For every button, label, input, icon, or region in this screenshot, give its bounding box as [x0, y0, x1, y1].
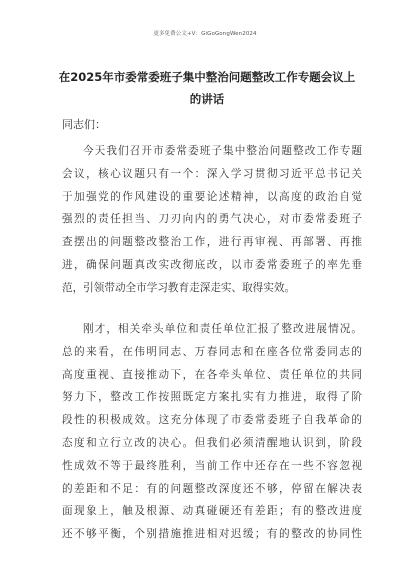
paragraph-line: 于加强党的作风建设的重要论述精神，以高度的政治自觉	[62, 190, 362, 203]
paragraph-line: 性成效不等于最终胜利，当前工作中还存在一些不容忽视	[62, 459, 362, 472]
paragraph-line: 刚才，相关牵头单位和责任单位汇报了整改进展情况。	[83, 323, 362, 335]
paragraph-line: 范，引领带动全市学习教育走深走实、取得实效。	[62, 281, 296, 294]
paragraph-line: 查摆出的问题整改整治工作，进行再审视、再部署、再推	[62, 236, 362, 249]
paragraph-line: 态度和立行立改的决心。但我们必须清醒地认识到，阶段	[62, 436, 362, 449]
paragraph-line: 高度重视、直接推动下，在各牵头单位、责任单位的共同	[62, 368, 362, 381]
paragraph-line: 面现象上，触及根源、动真碰硬还有差距；有的整改进度	[62, 505, 362, 518]
paragraph-line: 强烈的责任担当、刀刃向内的勇气决心，对市委常委班子	[62, 213, 362, 226]
paragraph-line: 努力下，整改工作按照既定方案扎实有力推进，取得了阶	[62, 391, 362, 404]
paragraph-line: 今天我们召开市委常委班子集中整治问题整改工作专题	[83, 145, 362, 157]
salutation: 同志们：	[62, 118, 106, 131]
header-note: 更多免费公文+V：GiGoGongWen2024	[153, 31, 257, 37]
paragraph-line: 总的来看，在伟明同志、万春同志和在座各位常委同志的	[62, 345, 362, 358]
title-line: 在2025年市委常委班子集中整治问题整改工作专题会议上	[58, 70, 356, 84]
paragraph-line: 进，确保问题真改实改彻底改，以市委常委班子的率先垂	[62, 258, 362, 271]
paragraph-1	[62, 140, 362, 300]
paragraph-line: 还不够平衡，个别措施推进相对迟缓；有的整改的协同性	[62, 528, 362, 541]
paragraph-line: 段性的积极成效。这充分体现了市委常委班子自我革命的	[62, 414, 362, 427]
document-title	[52, 66, 362, 110]
paragraph-line: 的差距和不足：有的问题整改深度还不够，停留在解决表	[62, 482, 362, 495]
paragraph-2	[62, 318, 362, 546]
title-line: 的讲话	[189, 92, 225, 106]
paragraph-line: 会议，核心议题只有一个：深入学习贯彻习近平总书记关	[62, 167, 362, 180]
